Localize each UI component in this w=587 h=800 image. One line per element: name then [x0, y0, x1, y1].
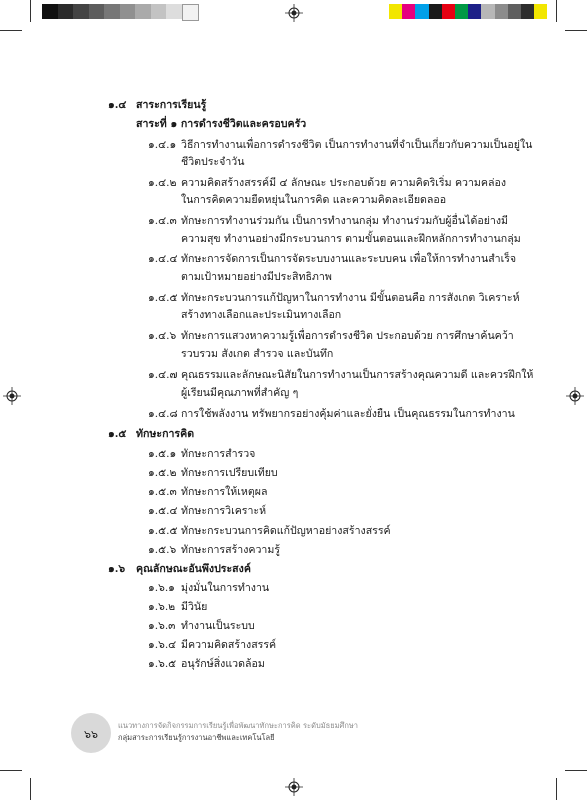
item-number: ๑.๔.๕ [148, 292, 178, 304]
item-text: การใช้พลังงาน ทรัพยากรอย่างคุ้มค่าและยั่งยืน เป็นคุณธรรมในการทำงาน [181, 408, 515, 420]
item-text: ทักษะการแสวงหาความรู้เพื่อการดำรงชีวิต ประกอบด้วย การศึกษาค้นคว้า [181, 330, 514, 342]
item-number: ๑.๕.๒ [148, 467, 177, 479]
registration-mark-icon [3, 387, 21, 405]
color-swatch [429, 4, 442, 19]
crop-mark [565, 30, 587, 31]
item-text: ทักษะการสำรวจ [181, 448, 256, 460]
item-text: คุณธรรมและลักษณะนิสัยในการทำงานเป็นการสร้างคุณความดี และควรฝึกให้ [181, 369, 534, 381]
color-swatch [508, 4, 521, 19]
section-title: ทักษะการคิด [136, 428, 195, 440]
color-swatch [534, 4, 547, 19]
item-text: ทักษะการจัดการเป็นการจัดระบบงานและระบบคน เพื่อให้การทำงานสำเร็จ [181, 253, 517, 265]
color-swatch [495, 4, 508, 19]
item-text: ความคิดสร้างสรรค์มี ๔ ลักษณะ ประกอบด้วย ความคิดริเริ่ม ความคล่อง [181, 177, 507, 189]
item-number: ๑.๔.๓ [148, 215, 177, 227]
item-text: วิธีการทำงานเพื่อการดำรงชีวิต เป็นการทำงานที่จำเป็นเกี่ยวกับความเป็นอยู่ใน [181, 139, 533, 151]
item-number: ๑.๔.๗ [148, 369, 178, 381]
section-number: ๑.๔ [108, 99, 127, 111]
color-swatch [415, 4, 428, 19]
item-text: มีความคิดสร้างสรรค์ [181, 639, 277, 651]
item-text: ตามเป้าหมายอย่างมีประสิทธิภาพ [181, 271, 332, 283]
gray-swatch [42, 4, 58, 19]
page-number: ๖๖ [84, 728, 98, 741]
color-swatch [455, 4, 468, 19]
item-number: ๑.๕.๑ [148, 448, 177, 460]
section-title: คุณลักษณะอันพึงประสงค์ [136, 563, 251, 575]
item-text: ความสุข ทำงานอย่างมีกระบวนการ ตามขั้นตอนและฝึกหลักการทำงานกลุ่ม [181, 233, 521, 245]
color-swatch [389, 4, 402, 19]
crop-mark [556, 0, 557, 22]
footer-title: แนวทางการจัดกิจกรรมการเรียนรู้เพื่อพัฒนาทักษะการคิด ระดับมัธยมศึกษา [118, 721, 359, 730]
item-text: มุ่งมั่นในการทำงาน [181, 582, 270, 594]
color-swatch [442, 4, 455, 19]
crop-mark [30, 0, 31, 22]
footer-subtitle: กลุ่มสาระการเรียนรู้การงานอาชีพและเทคโนโลยี [118, 733, 275, 742]
gray-swatch [89, 4, 105, 19]
item-text: มีวินัย [181, 601, 208, 613]
item-number: ๑.๕.๖ [148, 544, 177, 556]
item-text: ทักษะกระบวนการคิดแก้ปัญหาอย่างสร้างสรรค์ [181, 525, 391, 537]
gray-swatch [151, 4, 167, 19]
item-number: ๑.๖.๑ [148, 582, 175, 594]
registration-mark-icon [285, 4, 303, 22]
crop-mark [556, 778, 557, 800]
gray-swatch [182, 4, 200, 21]
item-text: ทักษะการทำงานร่วมกัน เป็นการทำงานกลุ่ม ทำงานร่วมกับผู้อื่นได้อย่างมี [181, 215, 509, 227]
item-text: ทำงานเป็นระบบ [181, 620, 255, 632]
item-text: ในการคิดความยืดหยุ่นในการคิด และความคิดละเอียดลออ [181, 194, 447, 206]
color-swatch [468, 4, 481, 19]
item-number: ๑.๔.๖ [148, 330, 177, 342]
strand-title: สาระที่ ๑ การดำรงชีวิตและครอบครัว [136, 118, 307, 130]
gray-swatch [104, 4, 120, 19]
item-number: ๑.๕.๔ [148, 505, 178, 517]
section-number: ๑.๖ [108, 563, 126, 575]
item-number: ๑.๔.๒ [148, 177, 177, 189]
gray-swatch [58, 4, 74, 19]
item-text: ทักษะการสร้างความรู้ [181, 544, 281, 556]
item-text: ทักษะกระบวนการแก้ปัญหาในการทำงาน มีขั้นตอนคือ การสังเกต วิเคราะห์ [181, 292, 520, 304]
gray-swatch [166, 4, 182, 19]
item-text: สร้างทางเลือกและประเมินทางเลือก [181, 309, 342, 321]
gray-swatch [73, 4, 89, 19]
crop-mark [30, 778, 31, 800]
item-number: ๑.๖.๔ [148, 639, 177, 651]
item-number: ๑.๔.๔ [148, 253, 178, 265]
crop-mark [0, 30, 22, 31]
item-text: ชีวิตประจำวัน [181, 156, 245, 168]
color-swatch [481, 4, 494, 19]
item-text: อนุรักษ์สิ่งแวดล้อม [181, 658, 265, 670]
item-number: ๑.๖.๕ [148, 658, 177, 670]
item-number: ๑.๖.๒ [148, 601, 176, 613]
section-title: สาระการเรียนรู้ [136, 99, 207, 111]
item-number: ๑.๕.๕ [148, 525, 178, 537]
item-text: ทักษะการเปรียบเทียบ [181, 467, 278, 479]
item-text: ทักษะการให้เหตุผล [181, 486, 268, 498]
crop-mark [565, 770, 587, 771]
color-swatch [402, 4, 415, 19]
color-swatch [521, 4, 534, 19]
item-number: ๑.๔.๑ [148, 139, 177, 151]
item-text: ทักษะการวิเคราะห์ [181, 505, 267, 517]
registration-mark-icon [285, 778, 303, 796]
crop-mark [0, 770, 22, 771]
item-text: ผู้เรียนมีคุณภาพที่สำคัญ ๆ [181, 387, 299, 399]
gray-swatch [135, 4, 151, 19]
item-text: รวบรวม สังเกต สำรวจ และบันทึก [181, 348, 334, 360]
item-number: ๑.๖.๓ [148, 620, 176, 632]
gray-swatch [120, 4, 136, 19]
registration-mark-icon [566, 387, 584, 405]
item-number: ๑.๔.๘ [148, 408, 178, 420]
section-number: ๑.๕ [108, 428, 127, 440]
item-number: ๑.๕.๓ [148, 486, 177, 498]
